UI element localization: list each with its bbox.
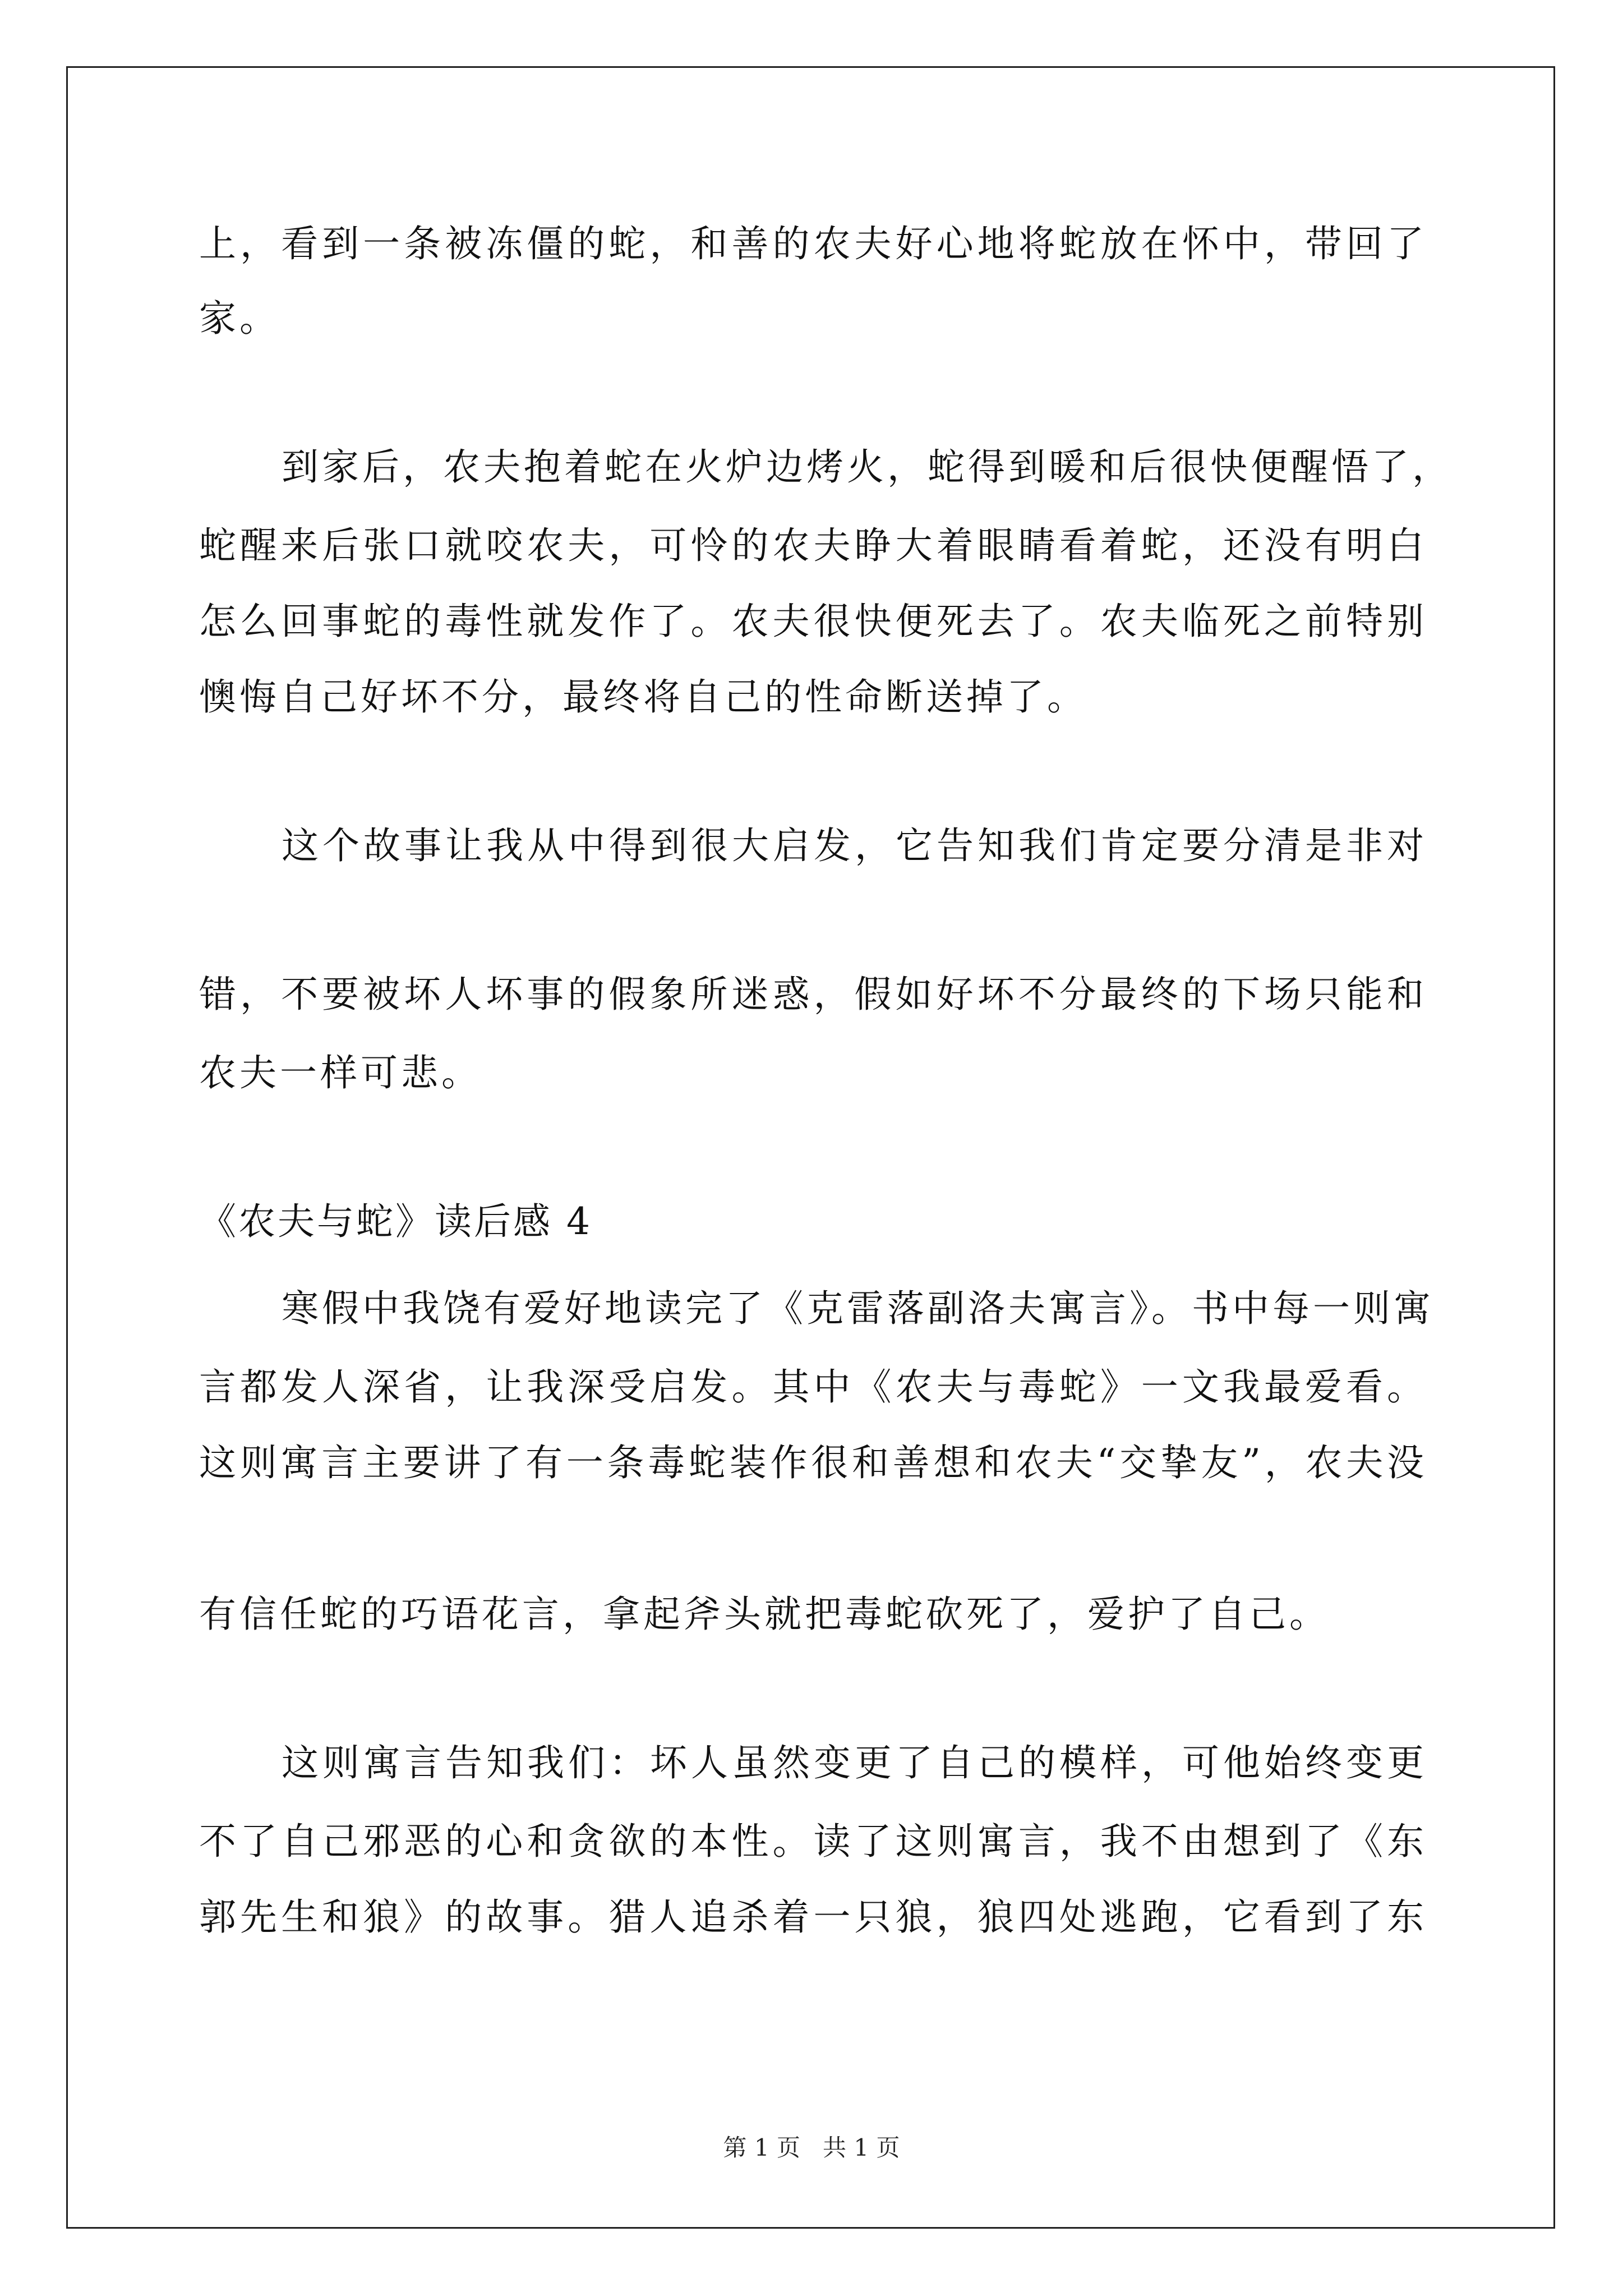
paragraph-line: 这则寓言告知我们：坏人虽然变更了自己的模样，可他始终变更	[282, 1741, 1427, 1784]
paragraph-line: 郭先生和狼》的故事。猎人追杀着一只狼，狼四处逃跑，它看到了东	[199, 1895, 1427, 1939]
page-total: 共 1 页	[823, 2134, 900, 2161]
paragraph-line: 蛇醒来后张口就咬农夫，可怜的农夫睁大着眼睛看着蛇，还没有明白	[199, 524, 1427, 567]
page-number: 第 1 页	[723, 2134, 800, 2161]
paragraph-line: 错，不要被坏人坏事的假象所迷惑，假如好坏不分最终的下场只能和	[199, 973, 1427, 1016]
paragraph-line: 这则寓言主要讲了有一条毒蛇装作很和善想和农夫“交挚友”，农夫没	[199, 1441, 1427, 1484]
page-footer	[0, 2136, 1623, 2160]
paragraph-line: 言都发人深省，让我深受启发。其中《农夫与毒蛇》一文我最爱看。	[199, 1365, 1427, 1409]
paragraph-line: 有信任蛇的巧语花言，拿起斧头就把毒蛇砍死了，爱护了自己。	[199, 1593, 1330, 1636]
paragraph-line: 到家后，农夫抱着蛇在火炉边烤火，蛇得到暖和后很快便醒悟了，	[282, 445, 1453, 489]
paragraph-line: 农夫一样可悲。	[199, 1051, 482, 1094]
paragraph-line: 这个故事让我从中得到很大启发，它告知我们肯定要分清是非对	[282, 824, 1427, 867]
paragraph-line: 怎么回事蛇的毒性就发作了。农夫很快便死去了。农夫临死之前特别	[199, 600, 1427, 643]
paragraph-line: 上，看到一条被冻僵的蛇，和善的农夫好心地将蛇放在怀中，带回了	[199, 222, 1427, 265]
paragraph-line: 寒假中我饶有爱好地读完了《克雷落副洛夫寓言》。书中每一则寓	[282, 1287, 1434, 1330]
paragraph-line: 不了自己邪恶的心和贪欲的本性。读了这则寓言，我不由想到了《东	[199, 1820, 1427, 1863]
section-heading: 《农夫与蛇》读后感 4	[199, 1200, 592, 1243]
paragraph-line: 懊悔自己好坏不分，最终将自己的性命断送掉了。	[199, 675, 1087, 719]
paragraph-line: 家。	[199, 297, 280, 340]
